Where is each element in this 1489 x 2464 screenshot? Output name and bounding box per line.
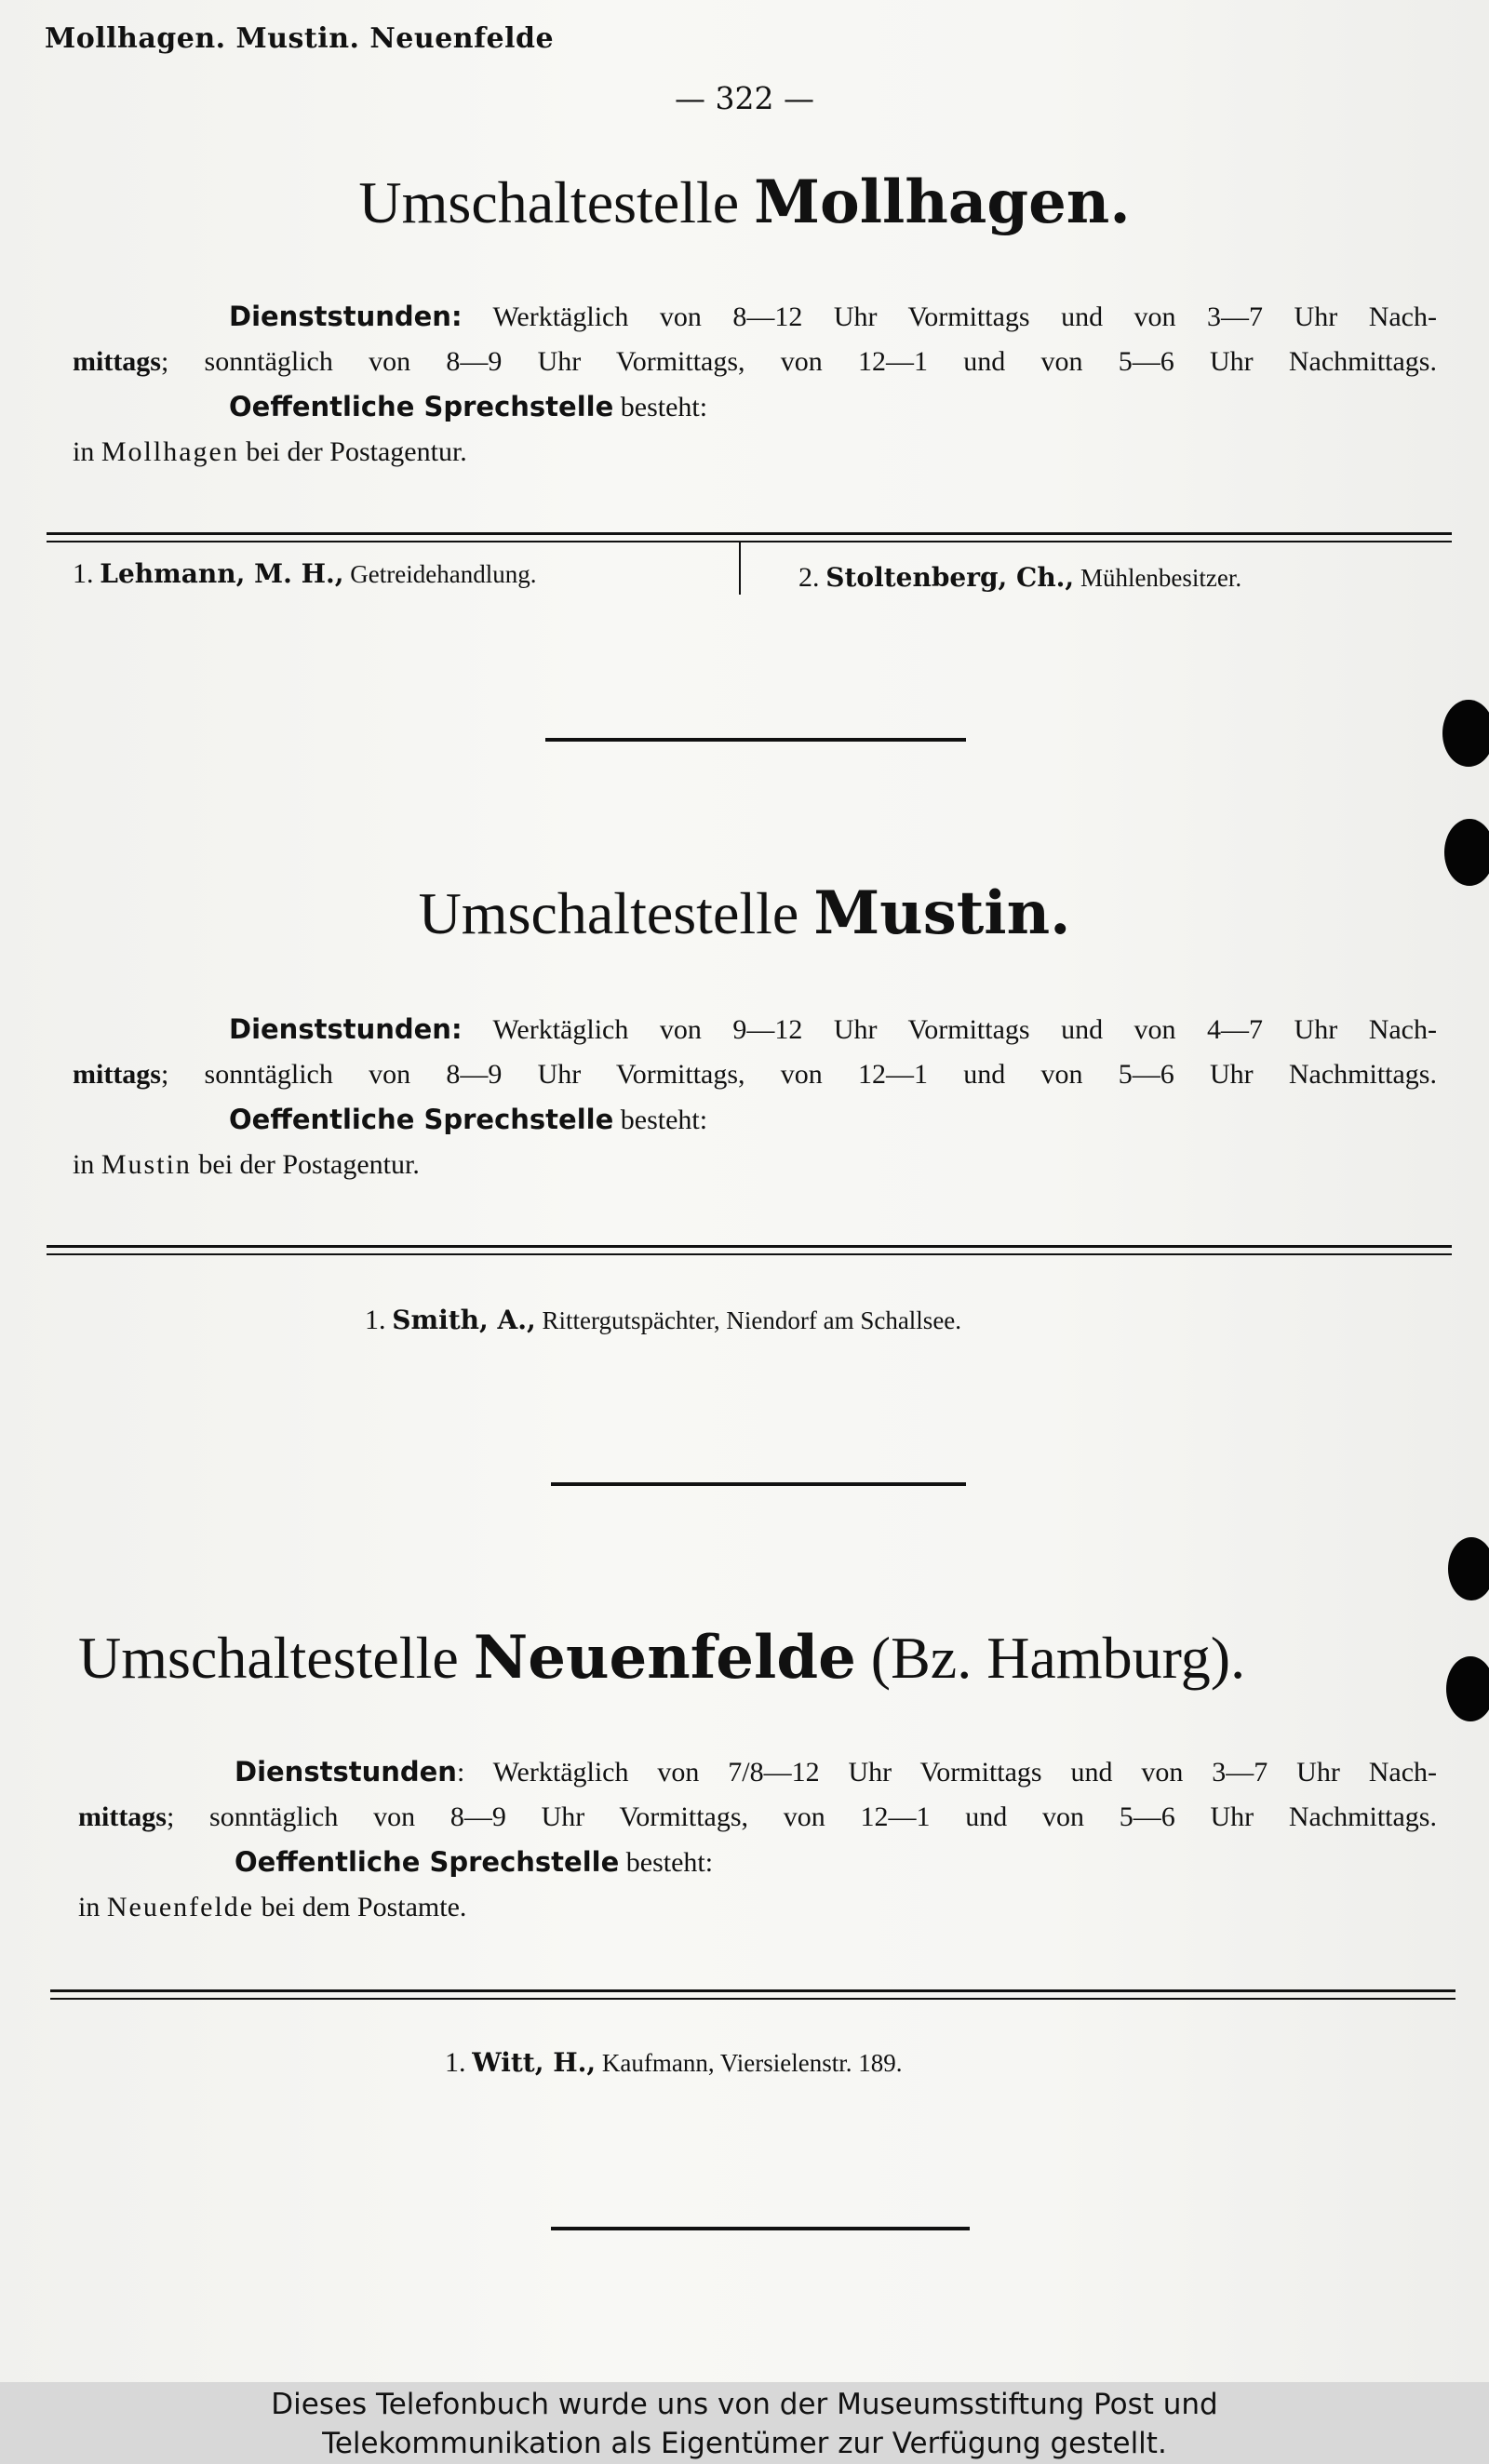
section-title-prefix: Umschaltestelle — [358, 169, 755, 235]
directory-entry — [445, 2047, 902, 2079]
section-title-mustin — [0, 878, 1489, 948]
directory-entry — [798, 562, 1241, 594]
hours-text-line1: Werktäglich von 9—12 Uhr Vormittags und von 4—7 Uhr Nach- — [462, 1014, 1437, 1045]
public-phone-label: Oeffentliche Sprechstelle — [235, 1846, 620, 1878]
hours-label: Dienststunden: — [229, 1013, 463, 1045]
location-prefix: in — [73, 1149, 101, 1180]
office-hours-mollhagen — [73, 294, 1437, 475]
section-end-rule — [545, 738, 966, 742]
hours-text-line2: ; sonntäglich von 8—9 Uhr Vormittags, von 12—1 und von 5—6 Uhr Nachmittags. — [166, 1801, 1437, 1832]
section-end-rule — [551, 1482, 966, 1486]
entry-description: Getreidehandlung. — [343, 560, 537, 588]
column-divider — [739, 542, 741, 595]
hours-text-line2-bold: mittags — [73, 346, 161, 377]
entry-number: 1. — [73, 558, 94, 589]
binding-hole-mark — [1448, 1537, 1489, 1600]
location-prefix: in — [73, 436, 101, 467]
office-hours-mustin — [73, 1007, 1437, 1187]
binding-hole-mark — [1446, 1656, 1489, 1721]
public-phone-text: besteht: — [613, 1105, 708, 1135]
entry-name: Witt, H., — [472, 2047, 597, 2078]
footer-line-2: Telekommunikation als Eigentümer zur Verfügung gestellt. — [322, 2427, 1167, 2460]
double-rule — [47, 532, 1452, 542]
directory-entry — [73, 558, 536, 590]
office-hours-neuenfelde — [78, 1749, 1437, 1930]
hours-text-line1: : Werktäglich von 7/8—12 Uhr Vormittags und von 3—7 Uhr Nach- — [456, 1757, 1437, 1788]
entry-name: Lehmann, M. H., — [100, 558, 344, 589]
hours-text-line2-bold: mittags — [78, 1801, 167, 1832]
entry-description: Rittergutspächter, Niendorf am Schallsee. — [535, 1306, 962, 1334]
section-title-prefix: Umschaltestelle — [418, 880, 814, 946]
hours-text-line2-bold: mittags — [73, 1059, 161, 1090]
location-prefix: in — [78, 1892, 107, 1922]
public-phone-text: besteht: — [613, 392, 708, 422]
location-place: Mustin — [101, 1149, 192, 1180]
archive-notice-footer — [0, 2382, 1489, 2464]
running-header-place-names: Mollhagen. Mustin. Neuenfelde — [45, 22, 555, 55]
section-title-neuenfelde — [78, 1623, 1446, 1693]
section-title-place: Mollhagen. — [754, 167, 1131, 237]
section-title-prefix: Umschaltestelle — [78, 1625, 474, 1691]
hours-text-line2: ; sonntäglich von 8—9 Uhr Vormittags, von 12—1 und von 5—6 Uhr Nachmittags. — [160, 1059, 1437, 1090]
entry-name: Stoltenberg, Ch., — [825, 562, 1075, 593]
binding-hole-mark — [1442, 700, 1489, 767]
entry-number: 1. — [445, 2047, 466, 2078]
location-place: Mollhagen — [101, 436, 239, 467]
footer-line-1: Dieses Telefonbuch wurde uns von der Museumsstiftung Post und — [271, 2388, 1218, 2421]
section-title-suffix: (Bz. Hamburg). — [855, 1625, 1246, 1691]
section-title-place: Mustin. — [813, 878, 1071, 948]
public-phone-label: Oeffentliche Sprechstelle — [229, 1104, 614, 1135]
section-end-rule — [551, 2227, 970, 2230]
hours-label: Dienststunden: — [229, 301, 463, 332]
entry-number: 2. — [798, 562, 820, 593]
location-suffix: bei der Postagentur. — [191, 1149, 420, 1180]
location-place: Neuenfelde — [106, 1892, 255, 1922]
public-phone-label: Oeffentliche Sprechstelle — [229, 391, 614, 422]
section-title-mollhagen — [0, 167, 1489, 237]
section-title-place: Neuenfelde — [473, 1623, 856, 1693]
entry-description: Mühlenbesitzer. — [1074, 564, 1242, 592]
hours-text-line1: Werktäglich von 8—12 Uhr Vormittags und von 3—7 Uhr Nach- — [462, 301, 1437, 332]
double-rule — [50, 1989, 1455, 2000]
page-number: — 322 — — [675, 80, 814, 116]
double-rule — [47, 1245, 1452, 1255]
hours-label: Dienststunden — [235, 1756, 457, 1788]
entry-description: Kaufmann, Viersielenstr. 189. — [596, 2049, 903, 2077]
binding-hole-mark — [1444, 819, 1489, 886]
location-suffix: bei dem Postamte. — [254, 1892, 467, 1922]
public-phone-text: besteht: — [619, 1847, 714, 1878]
location-suffix: bei der Postagentur. — [238, 436, 467, 467]
directory-entry — [365, 1305, 961, 1336]
entry-name: Smith, A., — [392, 1305, 536, 1335]
entry-number: 1. — [365, 1305, 386, 1335]
hours-text-line2: ; sonntäglich von 8—9 Uhr Vormittags, von 12—1 und von 5—6 Uhr Nachmittags. — [160, 346, 1437, 377]
